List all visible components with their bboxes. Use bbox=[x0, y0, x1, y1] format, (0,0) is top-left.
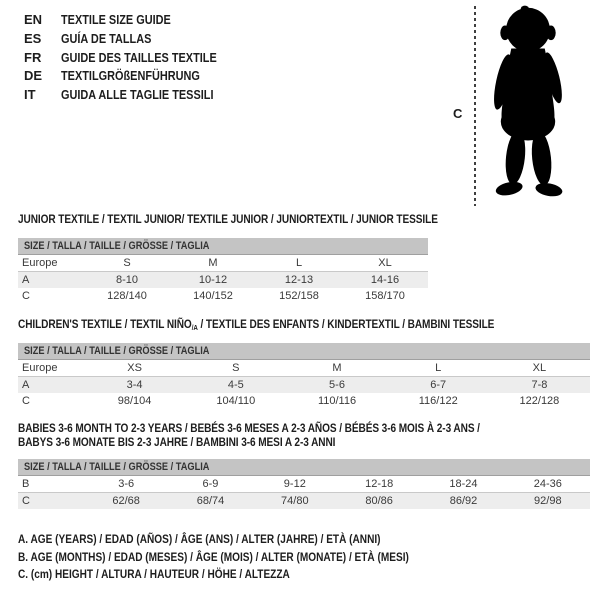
heading-line-2: BABYS 3-6 MONATE BIS 2-3 JAHRE / BAMBINI 3-6 MESI A 2-3 ANNI bbox=[18, 435, 336, 449]
cell: 140/152 bbox=[193, 290, 233, 302]
note-a: A. AGE (YEARS) / EDAD (AÑOS) / ÂGE (ANS) / ALTER (JAHRE) / ETÀ (ANNI) bbox=[18, 532, 381, 546]
row-label: B bbox=[22, 478, 30, 490]
cell: 9-12 bbox=[283, 478, 306, 490]
size-table-babies bbox=[18, 459, 590, 509]
cell: S bbox=[232, 362, 240, 374]
cell: 24-36 bbox=[533, 478, 562, 490]
table-row-europe bbox=[18, 255, 428, 272]
cell: 12-13 bbox=[284, 274, 314, 286]
cell: S bbox=[123, 257, 131, 269]
heading-subscript: /A bbox=[191, 323, 198, 332]
lang-row-de bbox=[24, 67, 246, 86]
size-header-label: SIZE / TALLA / TAILLE / GRÖSSE / TAGLIA bbox=[24, 345, 210, 357]
cell: 6-7 bbox=[430, 379, 447, 391]
table-row-age bbox=[18, 272, 428, 288]
section-children bbox=[18, 317, 590, 409]
cell: 4-5 bbox=[227, 379, 244, 391]
table-row-europe bbox=[18, 360, 590, 377]
lang-row-it bbox=[24, 86, 246, 105]
table-row-age-months bbox=[18, 476, 590, 493]
cell: 92/98 bbox=[534, 495, 562, 507]
size-header-bar bbox=[18, 238, 428, 255]
row-label: Europe bbox=[22, 257, 58, 269]
lang-code: FR bbox=[24, 49, 42, 65]
size-table-children bbox=[18, 343, 590, 409]
cell: M bbox=[332, 362, 342, 374]
heading-line-1: BABIES 3-6 MONTH TO 2-3 YEARS / BEBÉS 3-6 MESES A 2-3 AÑOS / BÉBÉS 3-6 MOIS À 2-3 ANS / bbox=[18, 421, 480, 435]
lang-title: TEXTILGRÖßENFÜHRUNG bbox=[61, 68, 200, 84]
size-header-label: SIZE / TALLA / TAILLE / GRÖSSE / TAGLIA bbox=[24, 461, 210, 473]
lang-row-es bbox=[24, 30, 246, 49]
table-row-height bbox=[18, 288, 428, 304]
size-header-bar bbox=[18, 343, 590, 360]
language-title-block bbox=[24, 11, 246, 105]
size-table-junior bbox=[18, 238, 428, 304]
lang-code: ES bbox=[24, 30, 42, 46]
size-header-label: SIZE / TALLA / TAILLE / GRÖSSE / TAGLIA bbox=[24, 240, 210, 252]
cell: 104/110 bbox=[216, 395, 256, 407]
cell: L bbox=[435, 362, 442, 374]
cell: 8-10 bbox=[115, 274, 139, 286]
cell: 68/74 bbox=[196, 495, 225, 507]
cell: 110/116 bbox=[317, 395, 357, 407]
cell: 80/86 bbox=[365, 495, 393, 507]
table-row-height bbox=[18, 393, 590, 409]
section-babies bbox=[18, 421, 590, 509]
cell: 3-6 bbox=[118, 478, 135, 490]
cell: 14-16 bbox=[370, 274, 400, 286]
lang-code: IT bbox=[24, 87, 36, 103]
cell: 86/92 bbox=[449, 495, 478, 507]
cell: 158/170 bbox=[365, 290, 405, 302]
section-heading: CHILDREN'S TEXTILE / TEXTIL NIÑO/A / TEXTILE DES ENFANTS / KINDERTEXTIL / BAMBINI TESSILE bbox=[18, 317, 495, 332]
lang-title: GUÍA DE TALLAS bbox=[61, 30, 152, 46]
row-label: A bbox=[22, 379, 30, 391]
table-row-height bbox=[18, 493, 590, 509]
lang-code: EN bbox=[24, 12, 43, 27]
cell: 122/128 bbox=[519, 395, 560, 407]
cell: 62/68 bbox=[112, 495, 140, 507]
note-c: C. (cm) HEIGHT / ALTURA / HAUTEUR / HÖHE / ALTEZZA bbox=[18, 567, 290, 581]
baby-silhouette bbox=[482, 3, 574, 207]
height-measure-label: C bbox=[453, 106, 463, 121]
note-b: B. AGE (MONTHS) / EDAD (MESES) / ÂGE (MOIS) / ALTER (MONATE) / ETÀ (MESI) bbox=[18, 549, 409, 564]
cell: 7-8 bbox=[531, 379, 548, 391]
cell: 18-24 bbox=[449, 478, 478, 490]
lang-title: TEXTILE SIZE GUIDE bbox=[61, 12, 171, 27]
cell: XS bbox=[127, 362, 142, 374]
cell: XL bbox=[378, 257, 392, 269]
legend-notes bbox=[18, 531, 483, 584]
lang-title: GUIDE DES TAILLES TEXTILE bbox=[61, 49, 217, 65]
cell: 5-6 bbox=[329, 379, 345, 391]
size-header-bar bbox=[18, 459, 590, 476]
cell: 98/104 bbox=[117, 395, 152, 407]
lang-code: DE bbox=[24, 68, 43, 84]
cell: 152/158 bbox=[279, 290, 319, 302]
lang-row-fr bbox=[24, 49, 246, 68]
cell: 116/122 bbox=[418, 395, 458, 407]
section-heading: JUNIOR TEXTILE / TEXTIL JUNIOR/ TEXTILE JUNIOR / JUNIORTEXTIL / JUNIOR TESSILE bbox=[18, 212, 438, 226]
height-measure-line bbox=[474, 6, 476, 206]
section-junior bbox=[18, 212, 438, 304]
cell: L bbox=[295, 257, 303, 269]
cell: 12-18 bbox=[365, 478, 394, 490]
cell: XL bbox=[532, 362, 547, 374]
row-label: C bbox=[22, 290, 30, 302]
lang-row-en bbox=[24, 11, 246, 30]
table-row-age bbox=[18, 377, 590, 393]
row-label: A bbox=[22, 274, 30, 286]
cell: 3-4 bbox=[126, 379, 143, 391]
cell: 10-12 bbox=[198, 274, 228, 286]
lang-title: GUIDA ALLE TAGLIE TESSILI bbox=[61, 87, 214, 103]
row-label: Europe bbox=[22, 362, 58, 374]
row-label: C bbox=[22, 395, 30, 407]
cell: 6-9 bbox=[202, 478, 219, 490]
row-label: C bbox=[22, 495, 30, 507]
cell: 128/140 bbox=[107, 290, 147, 302]
cell: 74/80 bbox=[281, 495, 309, 507]
cell: M bbox=[208, 257, 218, 269]
section-heading bbox=[18, 421, 590, 449]
